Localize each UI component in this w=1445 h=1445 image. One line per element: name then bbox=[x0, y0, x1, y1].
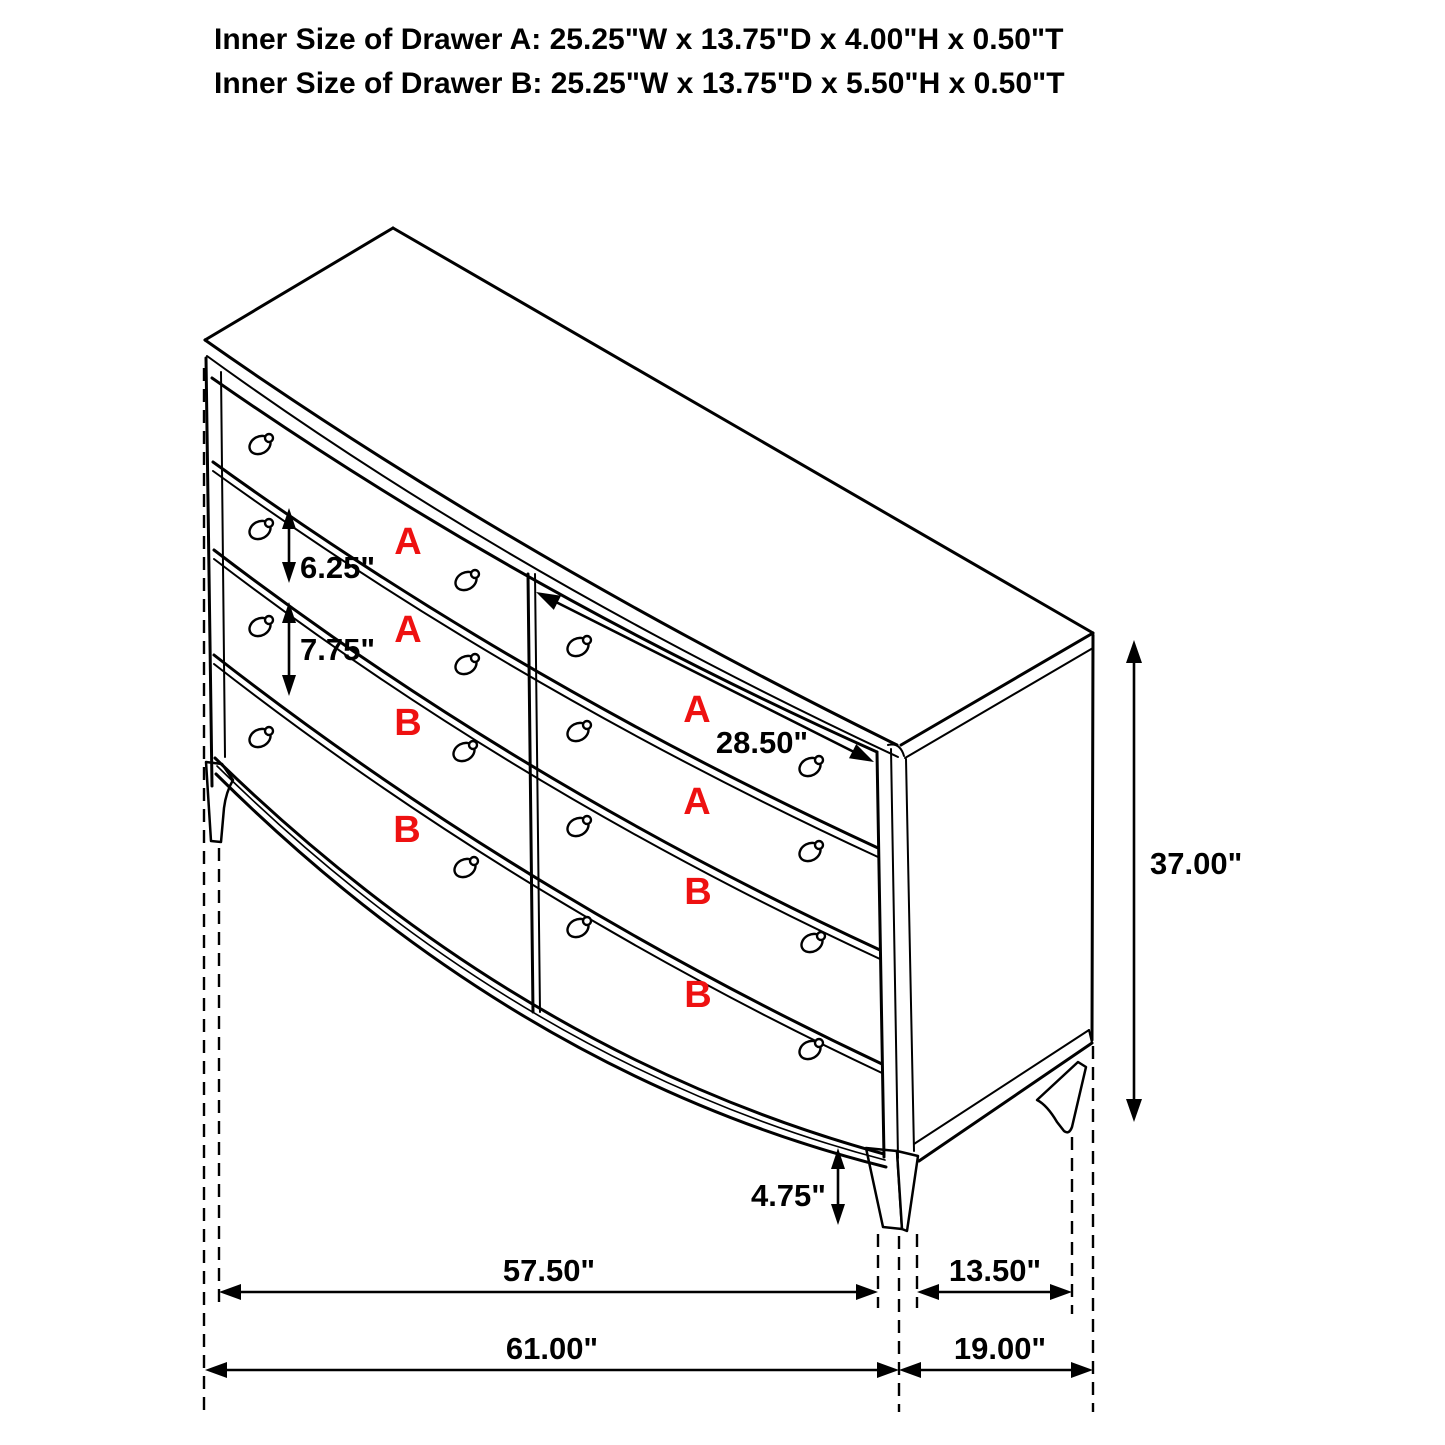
dresser-top bbox=[205, 228, 1093, 758]
knob-icon bbox=[564, 719, 591, 744]
knob-icon bbox=[798, 930, 825, 955]
drawer-label: A bbox=[683, 689, 711, 731]
knob-icon bbox=[796, 839, 823, 864]
front-right-leg bbox=[866, 1148, 918, 1231]
dim-side-leg-span bbox=[917, 1253, 1072, 1300]
dim-label-leg-height: 4.75" bbox=[750, 1178, 826, 1213]
drawer-dividers bbox=[212, 378, 886, 1167]
knob-icon bbox=[450, 739, 477, 764]
drawer-label: B bbox=[684, 974, 712, 1016]
dim-total-width bbox=[205, 1331, 899, 1378]
knob-icon bbox=[246, 432, 273, 457]
front-left-leg bbox=[206, 762, 233, 842]
back-right-leg bbox=[1037, 1062, 1086, 1132]
drawer-label: A bbox=[394, 609, 422, 651]
knob-icon bbox=[452, 568, 479, 593]
drawer-label: B bbox=[684, 871, 712, 913]
dim-label-side-leg-span: 13.50" bbox=[948, 1253, 1042, 1288]
knob-icon bbox=[246, 725, 273, 750]
dim-leg-height bbox=[751, 1148, 845, 1225]
dim-total-depth bbox=[899, 1331, 1093, 1378]
title-drawer-b-size: Inner Size of Drawer B: 25.25"W x 13.75"D x 5.50"H x 0.50"T bbox=[214, 67, 1065, 100]
dim-label-front-leg-span: 57.50" bbox=[502, 1253, 596, 1288]
title-drawer-a-size: Inner Size of Drawer A: 25.25"W x 13.75"D x 4.00"H x 0.50"T bbox=[214, 23, 1064, 56]
knob-icon bbox=[452, 652, 479, 677]
drawer-label: B bbox=[394, 702, 422, 744]
drawer-label: B bbox=[393, 809, 421, 851]
knob-icon bbox=[796, 1037, 823, 1062]
dim-label-drawer-b-height: 7.75" bbox=[300, 632, 376, 667]
dim-label-drawer-a-height: 6.25" bbox=[300, 550, 376, 585]
dim-label-total-width: 61.00" bbox=[505, 1331, 599, 1366]
drawer-label: A bbox=[683, 781, 711, 823]
knob-icon bbox=[246, 614, 273, 639]
knob-icon bbox=[564, 634, 591, 659]
knob-icon bbox=[451, 855, 478, 880]
dim-front-leg-span bbox=[219, 1253, 878, 1300]
knob-icon bbox=[564, 814, 591, 839]
dim-label-total-depth: 19.00" bbox=[953, 1331, 1047, 1366]
dim-label-drawer-width: 28.50" bbox=[715, 725, 809, 760]
dim-total-height bbox=[1126, 640, 1242, 1122]
knob-icon bbox=[564, 915, 591, 940]
knob-icon bbox=[246, 517, 273, 542]
dim-label-total-height: 37.00" bbox=[1150, 846, 1243, 881]
drawer-label: A bbox=[394, 521, 422, 563]
dim-drawer-b-height bbox=[282, 602, 375, 696]
